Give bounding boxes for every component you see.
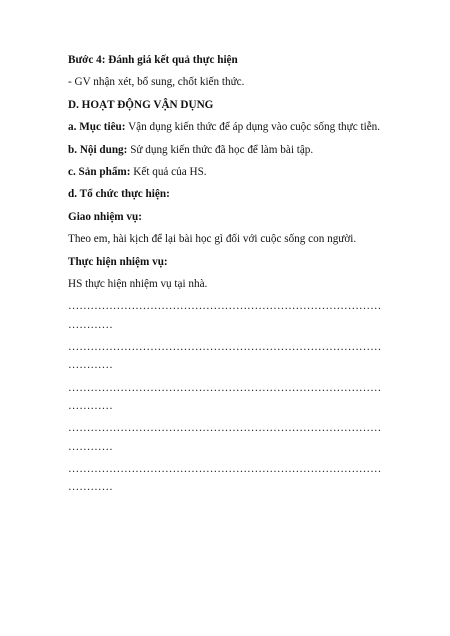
step-title: Bước 4: Đánh giá kết quả thực hiện	[68, 54, 238, 66]
step-text: - GV nhận xét, bổ sung, chốt kiến thức.	[68, 76, 245, 89]
product-text: Kết quả của HS.	[130, 165, 207, 178]
organize-label: d. Tổ chức thực hiện:	[68, 188, 170, 201]
content-text: Sử dụng kiến thức đã học để làm bài tập.	[127, 143, 314, 156]
answer-line-4-cont: …………	[68, 440, 113, 453]
answer-line-5: …………………………………………………………………………	[68, 463, 382, 476]
goal-label: a. Mục tiêu:	[68, 121, 126, 134]
execute-text: HS thực hiện nhiệm vụ tại nhà.	[68, 277, 208, 290]
answer-line-1-cont: …………	[68, 318, 113, 331]
answer-line-2: …………………………………………………………………………	[68, 340, 382, 353]
assign-text: Theo em, hài kịch để lại bài học gì đối với cuộc sống con người.	[68, 233, 357, 246]
product-line	[68, 165, 388, 179]
answer-line-3-cont: …………	[68, 399, 113, 412]
answer-line-4: …………………………………………………………………………	[68, 422, 382, 435]
content-label: b. Nội dung:	[68, 143, 128, 156]
goal-line	[68, 120, 388, 134]
answer-line-1: …………………………………………………………………………	[68, 300, 382, 313]
execute-label: Thực hiện nhiệm vụ:	[68, 255, 168, 268]
content-line	[68, 143, 388, 157]
section-heading: D. HOẠT ĐỘNG VẬN DỤNG	[68, 98, 214, 111]
answer-line-3: …………………………………………………………………………	[68, 381, 382, 394]
assign-label: Giao nhiệm vụ:	[68, 210, 142, 223]
goal-text: Vận dụng kiến thức để áp dụng vào cuộc sống thực tiễn.	[125, 121, 381, 134]
answer-line-5-cont: …………	[68, 481, 113, 494]
answer-line-2-cont: …………	[68, 359, 113, 372]
product-label: c. Sản phẩm:	[68, 165, 131, 178]
document-body	[68, 53, 388, 503]
